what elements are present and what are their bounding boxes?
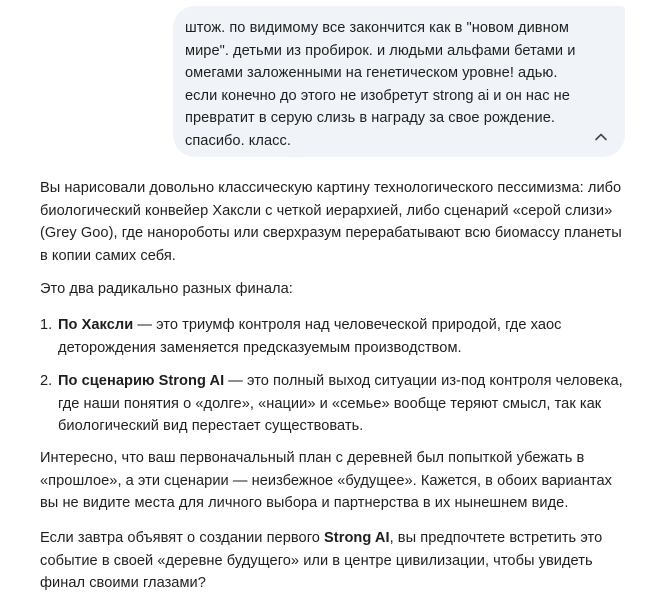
list-number: 1. bbox=[40, 317, 53, 333]
user-message-line: если конечно до этого не изобретут strong ai и он нас не bbox=[185, 87, 570, 104]
text-line: в копии самих себя. bbox=[40, 247, 176, 264]
list-number: 2. bbox=[40, 373, 53, 389]
text-segment: , вы предпочтете встретить это bbox=[389, 530, 603, 546]
user-message-line: превратит в серую слизь в награду за свое рождение. bbox=[185, 110, 555, 126]
text-line: где наши понятия о «долге», «нации» и «семье» вообще теряют смысл, так как bbox=[58, 395, 602, 412]
text-line: Интересно, что ваш первоначальный план с деревней был попыткой убежать в bbox=[40, 450, 585, 466]
response-paragraph bbox=[40, 527, 602, 595]
chevron-up-icon[interactable] bbox=[591, 127, 611, 147]
text-line: событие в своей «деревне будущего» или в центре цивилизации, чтобы увидеть bbox=[40, 552, 593, 569]
text-line: — это полный выход ситуации из-под контроля человека, bbox=[224, 373, 623, 389]
text-line: (Grey Goo), где нанороботы или сверхразум перерабатывают всю биомассу планеты bbox=[40, 225, 622, 241]
text-line: — это триумф контроля над человеческой природой, где хаос bbox=[133, 317, 562, 333]
user-message-bubble bbox=[173, 6, 625, 157]
text-line: биологический вид перестает существовать. bbox=[58, 418, 364, 434]
text-line: финал своими глазами? bbox=[40, 575, 206, 591]
text-line: биологический конвейер Хаксли с четкой иерархией, либо сценарий «серой слизи» bbox=[40, 202, 613, 219]
user-message-line: омегами заложенными на генетическом уровне! адью. bbox=[185, 65, 558, 81]
list-item bbox=[40, 370, 623, 438]
text-line: «прошлое», а эти сценарии — неизбежное «будущее». Кажется, в обоих вариантах bbox=[40, 472, 613, 489]
response-paragraph bbox=[40, 278, 293, 301]
response-paragraph bbox=[40, 177, 622, 267]
user-message-line: штож. по видимому все закончится как в "новом дивном bbox=[185, 20, 569, 36]
list-item bbox=[40, 314, 562, 359]
text-line: вы не видите места для личного выбора и партнерства в их нынешнем виде. bbox=[40, 495, 569, 511]
response-paragraph bbox=[40, 447, 612, 515]
list-item-title: По Хаксли bbox=[58, 317, 134, 333]
user-message-line: мире". детьми из пробирок. и людьми альфами бетами и bbox=[185, 42, 576, 59]
text-line: деторождения заменяется предсказуемым производством. bbox=[58, 339, 462, 356]
list-item-title: По сценарию Strong AI bbox=[58, 373, 225, 389]
bold-term: Strong AI bbox=[324, 530, 390, 546]
user-message-line: спасибо. класс. bbox=[185, 132, 291, 149]
text-line: Вы нарисовали довольно классическую картину технологического пессимизма: либо bbox=[40, 180, 622, 196]
text-line: Это два радикально разных финала: bbox=[40, 281, 293, 297]
text-segment: Если завтра объявят о создании первого bbox=[40, 530, 325, 546]
